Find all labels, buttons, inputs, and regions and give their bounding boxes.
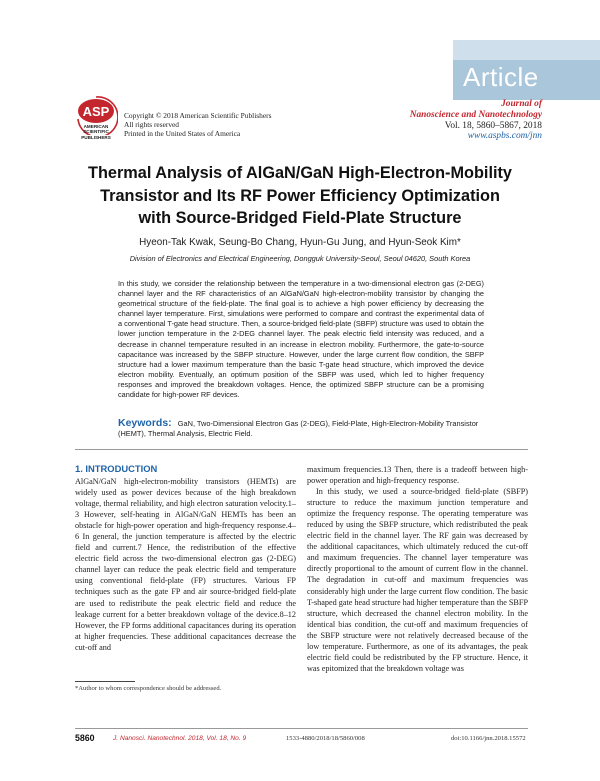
paragraph: In this study, we used a source-bridged field-plate (SBFP) structure to reduce the maximum junction temperature and optimize the frequency response. The operating temperature was reduced by using the SBFP structure, which redistributed the peak electric field in the channel layer. The RF gain was decreased by the additional capacitances, which ultimately reduced the cut-off and maximum frequencies. The channel layer temperature was directly proportional to the amount of current flow in the channel. The degradation in cut-off and maximum frequencies was considerably high under the large current flow condition. The basic T-shaped gate head structure had higher temperature than the SBFP structure, which decreased the channel electron mobility. In the identical bias condition, the cut-off and maximum frequencies of the SBFP structure were not relatively decreased because of the low temperature. Furthermore, as one of its advantages, the peak electric field could be redistributed by the FP structure. Hence, it was epitomized that the breakdown voltage was xyxy=(307,487,528,673)
footer-divider xyxy=(75,728,528,729)
abstract: In this study, we consider the relationship between the temperature in a two-dimensional electron gas (2-DEG) channel layer and the RF characteristics of an AlGaN/GaN high-electron-mobility transistor by changing the geometrical structure of the field-plate. The final goal is to achieve a high power efficiency by decreasing the channel layer temperature. First, simulations were performed to compare and contrast the experimental data of a conventional T-gate head structure. Then, a source-bridged field-plate (SBFP) structure was used to obtain the lower junction temperature in the 2-DEG channel layer. The peak electric field intensity was reduced, and a decrease in channel temperature resulted in an increase in electron mobility. Furthermore, the gate-to-source capacitance was increased by the SBFP structure. However, under the large current flow condition, the SBFP structure had a lower maximum temperature than the basic T-gate head structure, which improved the device electron mobility. Eventually, an optimum position of the SBFP was used, which led to higher frequency responses and improved the breakdown voltages. Hence, the optimized SBFP structure can be a promising candidate for high-power RF devices. xyxy=(118,279,484,400)
rights-line: All rights reserved xyxy=(124,120,180,130)
copyright-line: Copyright © 2018 American Scientific Publishers xyxy=(124,111,272,120)
journal-name-line2: Nanoscience and Nanotechnology xyxy=(409,109,542,120)
body-column-right xyxy=(307,464,528,674)
issn: 1533-4880/2018/18/5860/008 xyxy=(286,735,365,742)
journal-name-line1: Journal of xyxy=(501,99,542,109)
journal-info xyxy=(410,99,542,142)
journal-website-link[interactable]: www.aspbs.com/jnn xyxy=(467,131,542,142)
journal-volume: Vol. 18, 5860–5867, 2018 xyxy=(444,120,542,131)
printed-line: Printed in the United States of America xyxy=(124,129,241,139)
keywords-label: Keywords: xyxy=(118,417,172,429)
paper-title: Thermal Analysis of AlGaN/GaN High-Electron-Mobility Transistor and Its RF Power Efficiency Optimization with Source-Bridged Field-Plate Structure xyxy=(88,164,512,227)
doi: doi:10.1166/jnn.2018.15572 xyxy=(451,735,526,742)
logo-text: ASP xyxy=(82,104,110,119)
footnote-divider xyxy=(75,681,135,682)
paragraph: maximum frequencies.13 Then, there is a tradeoff between high-power operation and high-frequency response. xyxy=(307,465,528,486)
section-heading: 1. INTRODUCTION xyxy=(75,463,158,474)
divider xyxy=(75,449,528,450)
author-list: Hyeon-Tak Kwak, Seung-Bo Chang, Hyun-Gu Jung, and Hyun-Seok Kim* xyxy=(139,237,461,248)
article-type-banner xyxy=(453,40,600,100)
affiliation: Division of Electronics and Electrical Engineering, Dongguk University-Seoul, Seoul 04620, South Korea xyxy=(129,254,471,263)
keywords-text: GaN, Two-Dimensional Electron Gas (2-DEG), Field-Plate, High-Electron-Mobility Transistor (HEMT), Thermal Analysis, Electric Field. xyxy=(118,419,479,438)
footnote: *Author to whom correspondence should be addressed. xyxy=(75,685,222,692)
page-number: 5860 xyxy=(75,733,95,743)
article-type-label: Article xyxy=(463,62,539,92)
keywords xyxy=(118,418,484,439)
paragraph: AlGaN/GaN high-electron-mobility transistors (HEMTs) are widely used as power devices because of the high breakdown voltage, thermal reliability, and high electron saturation velocity.1–3 However, self-heating in AlGaN/GaN HEMTs has been an obstacle for high-power operation and high-frequency response.4–6 In general, the junction temperature is affected by the electric field and current.7 Hence, the redistribution of the effective electric field across the two-dimensional electron gas (2-DEG) channel layer can reduce the peak electric field and temperature using conventional field-plate (FP) structures. Various FP techniques such as the gate FP and air source-bridged field-plate are used to redistribute the peak electric field and reduce the leakage current for a better breakdown voltage of the device.8–12 However, the FP forms additional capacitances during its operation at higher frequencies. These additional capacitances decrease the cut-off and xyxy=(75,477,296,652)
publisher-name: AMERICAN SCIENTIFIC PUBLISHERS xyxy=(81,124,111,140)
journal-reference: J. Nanosci. Nanotechnol. 2018, Vol. 18, No. 9 xyxy=(113,735,247,742)
copyright-block xyxy=(124,111,271,139)
body-column-left xyxy=(75,476,296,653)
